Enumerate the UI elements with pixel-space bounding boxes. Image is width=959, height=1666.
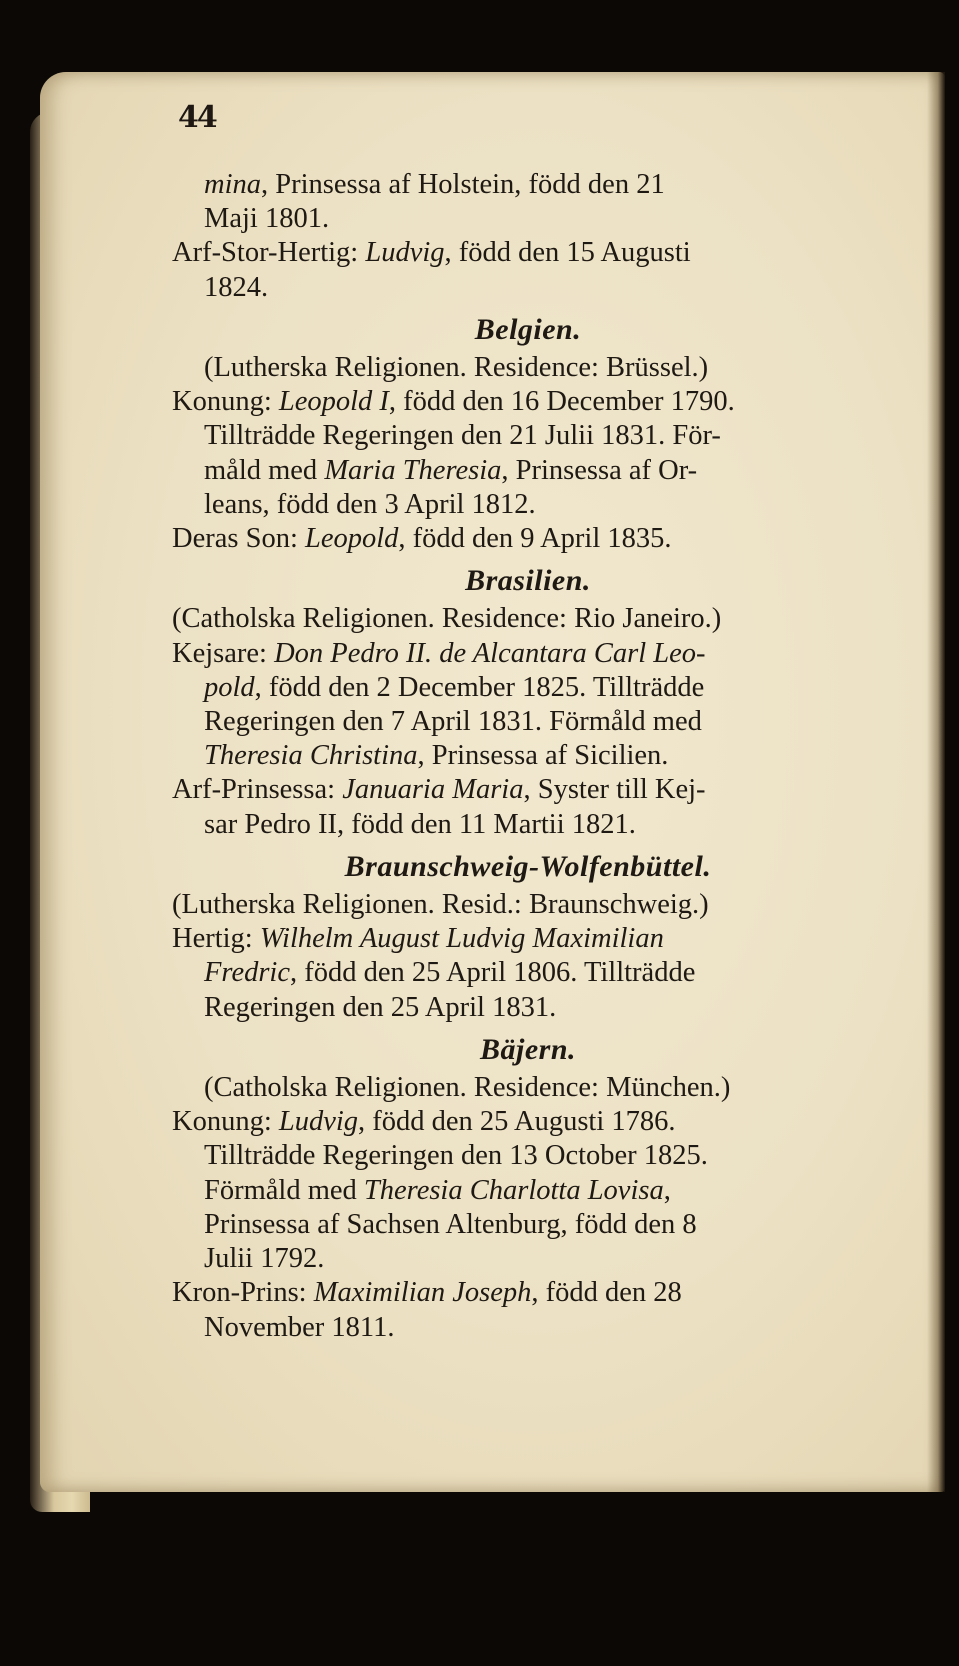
entry-label: Konung: <box>172 1106 279 1138</box>
continuation-line-2: Maji 1801. <box>204 203 330 235</box>
entry-name: Don Pedro II. de Alcantara Carl Leo- <box>274 637 706 669</box>
entry-kejsare <box>172 637 884 671</box>
entry-name: Maximilian Joseph <box>313 1277 532 1309</box>
entry-name: Leopold <box>304 523 399 555</box>
entry-name: Wilhelm August Ludvig Maximilian <box>259 923 664 955</box>
page-body-text: mina, Prinsessa af Holstein, född den 21 Maji 1801. Arf-Stor-Hertig: Ludvig, född den 15 Augusti 1824. Belgien. (Lutherska Religionen. Residence: Brüssel.) Konung: Leopold I, född den 16 December 1790. Tillträdde Regeringen den 21 Julii 1831. För- måld med Maria Theresia, Prinsessa af Or- leans, född den 3 April 1812. Deras Son: Leopold, född den 9 April 1835. Brasilien. (Catholska Religionen. Residence: Rio Janeiro.) Kejsare: Don Pedro II. de Alcantara Carl Leo- pold, född den 2 December 1825. Tillträdde Regeringen den 7 April 1831. Förmåld med Theresia Christina, Prinsessa af Sicilien. Arf-Prinsessa: Januaria Maria, Syster till Kej- sar Pedro II, född den 11 Martii 1821. Braunschweig-Wolfenbüttel. (Lutherska Religionen. Resid.: Braunschweig.) Hertig: Wilhelm August Ludvig Maximilian Fredric, född den 25 April 1806. Tillträdde Regeringen den 25 April 1831. Bäjern. (Catholska Religionen. Residence: München.) Konung: Ludvig, född den 25 Augusti 1786. Tillträdde Regeringen den 13 October 1825. Förmåld med Theresia Charlotta Lovisa, Prinsessa af Sachsen Altenburg, född den 8 Julii 1792. Kron-Prins: Maximilian Joseph, född den 28 November 1811. <box>172 168 884 1345</box>
continuation-line-1: mina, Prinsessa af Holstein, född den 21 <box>204 169 665 200</box>
entry-label: Arf-Stor-Hertig: <box>172 237 366 269</box>
religion-line: (Lutherska Religionen. Residence: Brüssel.) <box>204 352 709 384</box>
spouse-name: Maria Theresia <box>324 454 502 486</box>
page-gutter-shadow <box>927 72 945 1492</box>
religion-line: (Catholska Religionen. Residence: München.) <box>204 1072 731 1104</box>
entry-name: Ludvig <box>278 1106 359 1138</box>
section-heading-brasilien: Brasilien. <box>465 564 591 598</box>
religion-line: (Catholska Religionen. Residence: Rio Janeiro.) <box>172 603 722 635</box>
entry-son: Deras Son: Leopold, född den 9 April 1835. <box>172 523 672 555</box>
entry-label: Deras Son: <box>172 523 305 555</box>
section-heading-belgien: Belgien. <box>474 312 582 346</box>
entry-kron-prins: Kron-Prins: Maximilian Joseph, född den 28 <box>172 1277 682 1309</box>
section-heading-braunschweig: Braunschweig-Wolfenbüttel. <box>344 849 712 883</box>
entry-arf-prinsessa: Arf-Prinsessa: Januaria Maria, Syster till Kej- <box>172 774 706 806</box>
entry-label: Konung: <box>172 386 279 418</box>
entry-label: Kron-Prins: <box>172 1277 314 1309</box>
heir-entry: Arf-Stor-Hertig: Ludvig, född den 15 Augusti <box>172 237 691 269</box>
entry-name: Januaria Maria <box>342 774 524 806</box>
entry-konung: Konung: Ludvig, född den 25 Augusti 1786. <box>172 1106 676 1138</box>
spouse-name: Theresia Charlotta Lovisa <box>363 1174 664 1206</box>
entry-label: Kejsare: <box>172 637 275 669</box>
spouse-name: Theresia Christina <box>204 740 418 772</box>
entry-label: Hertig: <box>172 923 260 955</box>
continued-name: mina <box>204 169 261 200</box>
entry-hertig <box>172 922 884 956</box>
page-number: 44 <box>178 100 216 135</box>
entry-konung: Konung: Leopold I, född den 16 December 1790. <box>172 386 735 418</box>
entry-label: Arf-Prinsessa: <box>172 774 343 806</box>
entry-name: Leopold I <box>278 386 389 418</box>
religion-line: (Lutherska Religionen. Resid.: Braunschweig.) <box>172 889 709 921</box>
section-heading-bajern: Bäjern. <box>479 1032 577 1066</box>
entry-name: Ludvig <box>365 237 445 269</box>
